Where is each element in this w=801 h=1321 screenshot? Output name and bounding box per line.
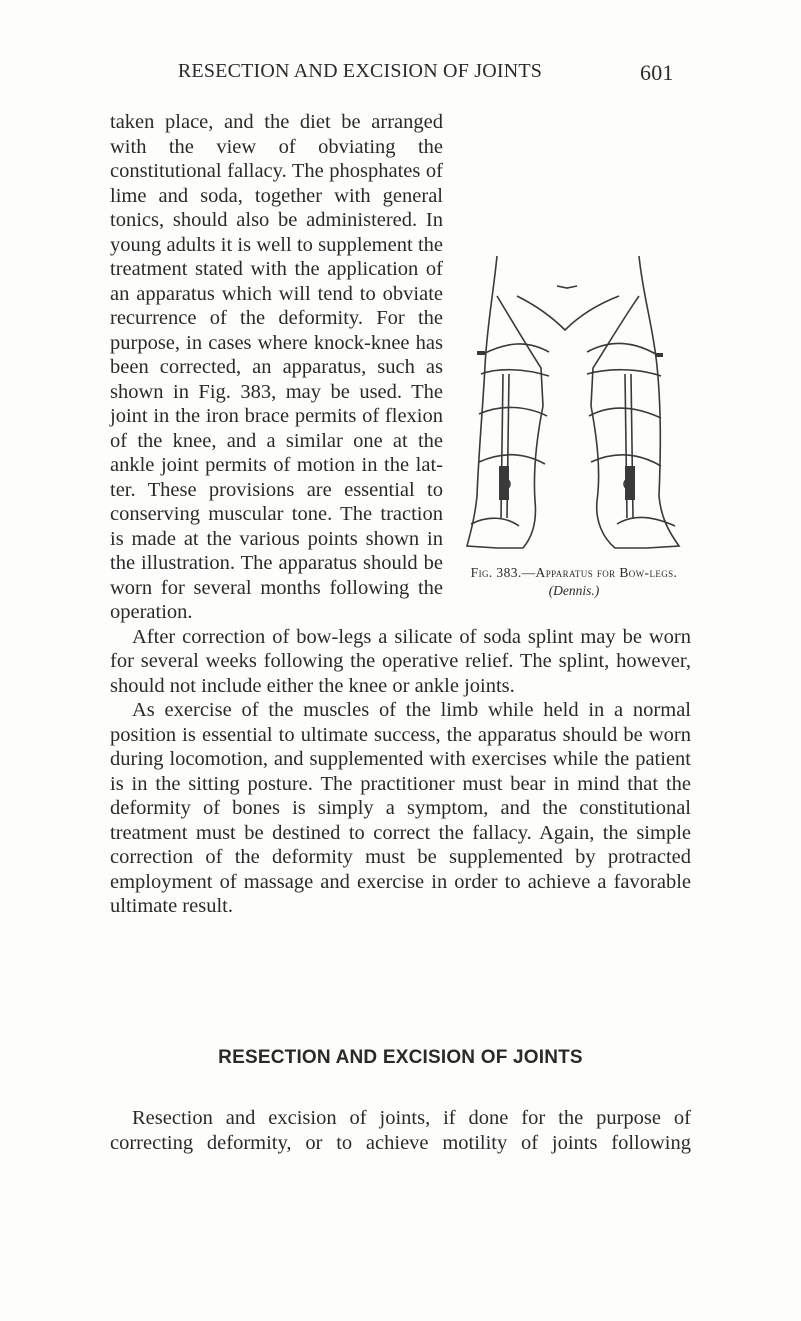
figure-caption-text: —Apparatus for Bow-legs.	[521, 565, 678, 580]
section-text	[110, 1106, 691, 1155]
paragraph-3: As exercise of the muscles of the limb while held in a normal position is essential to ultimate success, the apparatus should be worn during locomotion, and supplemented with exercises while the patient is in the sitting posture. The practitioner must bear in mind that the deformity of bones is simply a symptom, and the constitutional treatment must be destined to correct the fallacy. Again, the simple correction of the deformity must be supplemented by protracted employment of massage and exercise in order to achieve a favorable ultimate result.	[110, 699, 691, 917]
figure-caption	[457, 564, 691, 600]
section-heading: RESECTION AND EXCISION OF JOINTS	[218, 1047, 583, 1068]
page-number: 601	[640, 60, 674, 85]
figure-383	[457, 110, 691, 598]
running-title: RESECTION AND EXCISION OF JOINTS	[177, 60, 543, 82]
figure-credit: (Dennis.)	[548, 583, 600, 598]
running-head	[0, 60, 801, 90]
paragraph-1: taken place, and the diet be arranged with the view of obviating the constitutional fallacy. The phosphates of lime and soda, together with general tonics, should also be administered. In young adults it is well to supplement the treatment stated with the application of an apparatus which will tend to obviate recurrence of the deformity. For the purpose, in cases where knock-knee has been corrected, an apparatus, such as shown in Fig. 383, may be used. The joint in the iron brace permits of flexion of the knee, and a similar one at the ankle joint permits of motion in the latter. These provisions are essential to conserving muscular tone. The traction is made at the various points shown in the illustration. The apparatus should be worn for several months following the operation.	[110, 111, 443, 623]
figure-label: Fig. 383.	[470, 565, 522, 580]
section-paragraph: Resection and excision of joints, if done for the purpose of correcting deformity, or to achieve motility of joints following	[110, 1107, 691, 1154]
paragraph-2: After correction of bow-legs a silicate of soda splint may be worn for several weeks following the operative relief. The splint, however, should not include either the knee or ankle joints.	[110, 625, 691, 697]
body-text	[110, 110, 691, 919]
leg-brace-apparatus-illustration	[457, 256, 691, 556]
